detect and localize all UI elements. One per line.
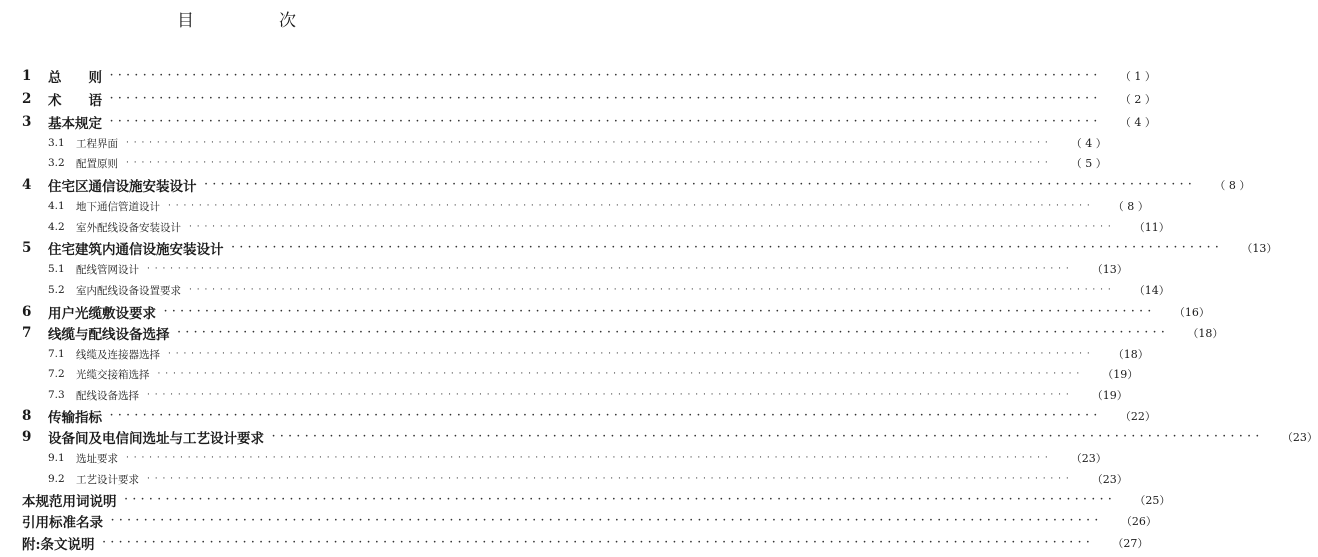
toc-entry-number: 5 bbox=[22, 240, 32, 256]
toc-entry-page: （23） bbox=[1070, 452, 1107, 465]
toc-entry[interactable] bbox=[0, 66, 1156, 86]
toc-entry-title: 配线设备选择 bbox=[76, 389, 139, 402]
toc-entry-number: 3.2 bbox=[48, 157, 65, 169]
toc-entry-page: （25） bbox=[1134, 494, 1171, 507]
toc-entry-page: （16） bbox=[1173, 306, 1210, 319]
toc-entry[interactable] bbox=[0, 196, 1149, 216]
toc-entry[interactable] bbox=[0, 490, 1171, 510]
toc-entry-title: 地下通信管道设计 bbox=[76, 200, 160, 213]
toc-entry-page: （ 2 ） bbox=[1119, 93, 1156, 106]
toc-entry[interactable] bbox=[0, 448, 1107, 468]
dot-leader: · · · · · · · · · · · · · · · · · · · · · · · · · · · · · · · · · · · · · · · · · · · · · · · · · · · · · · · · · · · · · · · · · · · · · · · · · · · · · · · · · · · · · · · · · · · · · · · · · · · · · · · · · · · · · · · · · · · · · · · · bbox=[204, 180, 1193, 190]
toc-entry-page: （18） bbox=[1187, 327, 1224, 340]
toc-entry[interactable] bbox=[0, 385, 1128, 405]
toc-entry-number: 2 bbox=[22, 91, 32, 107]
toc-entry-number: 5.1 bbox=[48, 263, 65, 275]
toc-entry-number: 9 bbox=[22, 429, 32, 445]
toc-entry-page: （18） bbox=[1112, 348, 1149, 361]
toc-entry[interactable] bbox=[0, 280, 1170, 300]
dot-leader: · · · · · · · · · · · · · · · · · · · · · · · · · · · · · · · · · · · · · · · · · · · · · · · · · · · · · · · · · · · · · · · · · · · · · · · · · · · · · · · · · · · · · · · · · · · · · · · · · · · · · · · · · · · · · · · · · · · · · · · · bbox=[124, 495, 1113, 505]
toc-entry[interactable] bbox=[0, 217, 1170, 237]
toc-entry-title: 附:条文说明 bbox=[22, 537, 95, 553]
dot-leader: · · · · · · · · · · · · · · · · · · · · · · · · · · · · · · · · · · · · · · · · · · · · · · · · · · · · · · · · · · · · · · · · · · · · · · · · · · · · · · · · · · · · · · · · · · · · · · · · · · · · · · · · · · · · · · · · · · · · · · · · bbox=[126, 453, 1049, 463]
toc-entry-page: （23） bbox=[1091, 473, 1128, 486]
dot-leader: · · · · · · · · · · · · · · · · · · · · · · · · · · · · · · · · · · · · · · · · · · · · · · · · · · · · · · · · · · · · · · · · · · · · · · · · · · · · · · · · · · · · · · · · · · · · · · · · · · · · · · · · · · · · · · · · · · · · · · · · bbox=[111, 516, 1099, 526]
toc-entry-title: 工程界面 bbox=[76, 137, 118, 150]
toc-entry-number: 4.2 bbox=[48, 221, 65, 233]
toc-entry-title: 用户光缆敷设要求 bbox=[48, 306, 156, 322]
toc-entry-page: （19） bbox=[1091, 389, 1128, 402]
dot-leader: · · · · · · · · · · · · · · · · · · · · · · · · · · · · · · · · · · · · · · · · · · · · · · · · · · · · · · · · · · · · · · · · · · · · · · · · · · · · · · · · · · · · · · · · · · · · · · · · · · · · · · · · · · · · · · · · · · · · · · · · bbox=[110, 411, 1098, 421]
dot-leader: · · · · · · · · · · · · · · · · · · · · · · · · · · · · · · · · · · · · · · · · · · · · · · · · · · · · · · · · · · · · · · · · · · · · · · · · · · · · · · · · · · · · · · · · · · · · · · · · · · · · · · · · · · · · · · · · · · · · · · · · bbox=[168, 349, 1091, 359]
dot-leader: · · · · · · · · · · · · · · · · · · · · · · · · · · · · · · · · · · · · · · · · · · · · · · · · · · · · · · · · · · · · · · · · · · · · · · · · · · · · · · · · · · · · · · · · · · · · · · · · · · · · · · · · · · · · · · · · · · · · · · · · bbox=[177, 328, 1166, 338]
toc-entry-title: 术 语 bbox=[48, 93, 102, 109]
toc-entry-page: （19） bbox=[1102, 368, 1139, 381]
toc-entry-title: 配置原则 bbox=[76, 157, 118, 170]
toc-entry-title: 选址要求 bbox=[76, 452, 118, 465]
toc-entry-title: 住宅区通信设施安装设计 bbox=[48, 179, 197, 195]
toc-entry-title: 线缆与配线设备选择 bbox=[48, 327, 170, 343]
toc-entry-page: （14） bbox=[1133, 284, 1170, 297]
toc-entry[interactable] bbox=[0, 323, 1224, 343]
dot-leader: · · · · · · · · · · · · · · · · · · · · · · · · · · · · · · · · · · · · · · · · · · · · · · · · · · · · · · · · · · · · · · · · · · · · · · · · · · · · · · · · · · · · · · · · · · · · · · · · · · · · · · · · · · · · · · · · · · · · · · · · bbox=[189, 222, 1112, 232]
toc-entry[interactable] bbox=[0, 511, 1157, 531]
dot-leader: · · · · · · · · · · · · · · · · · · · · · · · · · · · · · · · · · · · · · · · · · · · · · · · · · · · · · · · · · · · · · · · · · · · · · · · · · · · · · · · · · · · · · · · · · · · · · · · · · · · · · · · · · · · · · · · · · · · · · · · · bbox=[102, 538, 1091, 548]
dot-leader: · · · · · · · · · · · · · · · · · · · · · · · · · · · · · · · · · · · · · · · · · · · · · · · · · · · · · · · · · · · · · · · · · · · · · · · · · · · · · · · · · · · · · · · · · · · · · · · · · · · · · · · · · · · · · · · · · · · · · · · · bbox=[110, 94, 1098, 104]
dot-leader: · · · · · · · · · · · · · · · · · · · · · · · · · · · · · · · · · · · · · · · · · · · · · · · · · · · · · · · · · · · · · · · · · · · · · · · · · · · · · · · · · · · · · · · · · · · · · · · · · · · · · · · · · · · · · · · · · · · · · · · · bbox=[168, 201, 1091, 211]
dot-leader: · · · · · · · · · · · · · · · · · · · · · · · · · · · · · · · · · · · · · · · · · · · · · · · · · · · · · · · · · · · · · · · · · · · · · · · · · · · · · · · · · · · · · · · · · · · · · · · · · · · · · · · · · · · · · · · · · · · · · · · · bbox=[157, 369, 1081, 379]
toc-entry[interactable] bbox=[0, 175, 1251, 195]
page-title: 目 次 bbox=[177, 11, 330, 31]
toc-entry-title: 传输指标 bbox=[48, 410, 102, 426]
toc-entry-number: 7 bbox=[22, 325, 32, 341]
dot-leader: · · · · · · · · · · · · · · · · · · · · · · · · · · · · · · · · · · · · · · · · · · · · · · · · · · · · · · · · · · · · · · · · · · · · · · · · · · · · · · · · · · · · · · · · · · · · · · · · · · · · · · · · · · · · · · · · · · · · · · · · bbox=[272, 432, 1260, 442]
toc-entry-number: 7.1 bbox=[48, 348, 65, 360]
dot-leader: · · · · · · · · · · · · · · · · · · · · · · · · · · · · · · · · · · · · · · · · · · · · · · · · · · · · · · · · · · · · · · · · · · · · · · · · · · · · · · · · · · · · · · · · · · · · · · · · · · · · · · · · · · · · · · · · · · · · · · · · bbox=[110, 117, 1098, 127]
toc-entry-page: （26） bbox=[1120, 515, 1157, 528]
toc-entry-page: （11） bbox=[1133, 221, 1170, 234]
toc-entry-number: 3 bbox=[22, 114, 32, 130]
toc-entry-title: 引用标准名录 bbox=[22, 515, 103, 531]
dot-leader: · · · · · · · · · · · · · · · · · · · · · · · · · · · · · · · · · · · · · · · · · · · · · · · · · · · · · · · · · · · · · · · · · · · · · · · · · · · · · · · · · · · · · · · · · · · · · · · · · · · · · · · · · · · · · · · · · · · · · · · · bbox=[147, 264, 1070, 274]
toc-entry-number: 9.1 bbox=[48, 452, 65, 464]
toc-entry[interactable] bbox=[0, 259, 1128, 279]
dot-leader: · · · · · · · · · · · · · · · · · · · · · · · · · · · · · · · · · · · · · · · · · · · · · · · · · · · · · · · · · · · · · · · · · · · · · · · · · · · · · · · · · · · · · · · · · · · · · · · · · · · · · · · · · · · · · · · · · · · · · · · · bbox=[147, 390, 1070, 400]
toc-entry-number: 7.2 bbox=[48, 368, 65, 380]
toc-entry[interactable] bbox=[0, 302, 1210, 322]
toc-entry-title: 室外配线设备安装设计 bbox=[76, 221, 181, 234]
dot-leader: · · · · · · · · · · · · · · · · · · · · · · · · · · · · · · · · · · · · · · · · · · · · · · · · · · · · · · · · · · · · · · · · · · · · · · · · · · · · · · · · · · · · · · · · · · · · · · · · · · · · · · · · · · · · · · · · · · · · · · · · bbox=[231, 243, 1220, 253]
toc-entry-page: （ 8 ） bbox=[1112, 200, 1149, 213]
dot-leader: · · · · · · · · · · · · · · · · · · · · · · · · · · · · · · · · · · · · · · · · · · · · · · · · · · · · · · · · · · · · · · · · · · · · · · · · · · · · · · · · · · · · · · · · · · · · · · · · · · · · · · · · · · · · · · · · · · · · · · · · bbox=[147, 474, 1070, 484]
toc-entry-page: （ 5 ） bbox=[1070, 157, 1107, 170]
dot-leader: · · · · · · · · · · · · · · · · · · · · · · · · · · · · · · · · · · · · · · · · · · · · · · · · · · · · · · · · · · · · · · · · · · · · · · · · · · · · · · · · · · · · · · · · · · · · · · · · · · · · · · · · · · · · · · · · · · · · · · · · bbox=[189, 285, 1112, 295]
toc-entry[interactable] bbox=[0, 133, 1107, 153]
toc-entry[interactable] bbox=[0, 427, 1318, 447]
toc-entry-title: 基本规定 bbox=[48, 116, 102, 132]
toc-entry-number: 3.1 bbox=[48, 137, 65, 149]
toc-entry-number: 8 bbox=[22, 408, 32, 424]
toc-entry-title: 住宅建筑内通信设施安装设计 bbox=[48, 242, 224, 258]
toc-entry[interactable] bbox=[0, 406, 1156, 426]
toc-entry[interactable] bbox=[0, 533, 1149, 553]
toc-entry-title: 设备间及电信间选址与工艺设计要求 bbox=[48, 431, 264, 447]
toc-entry-number: 5.2 bbox=[48, 284, 65, 296]
toc-entry-page: （23） bbox=[1281, 431, 1318, 444]
toc-entry[interactable] bbox=[0, 238, 1278, 258]
toc-entry-title: 配线管网设计 bbox=[76, 263, 139, 276]
toc-entry[interactable] bbox=[0, 112, 1156, 132]
toc-entry[interactable] bbox=[0, 344, 1149, 364]
toc-entry-title: 室内配线设备设置要求 bbox=[76, 284, 181, 297]
toc-entry-title: 工艺设计要求 bbox=[76, 473, 139, 486]
dot-leader: · · · · · · · · · · · · · · · · · · · · · · · · · · · · · · · · · · · · · · · · · · · · · · · · · · · · · · · · · · · · · · · · · · · · · · · · · · · · · · · · · · · · · · · · · · · · · · · · · · · · · · · · · · · · · · · · · · · · · · · · bbox=[164, 307, 1152, 317]
toc-entry-title: 本规范用词说明 bbox=[22, 494, 117, 510]
toc-entry-number: 6 bbox=[22, 304, 32, 320]
toc-entry-number: 7.3 bbox=[48, 389, 65, 401]
toc-entry-title: 线缆及连接器选择 bbox=[76, 348, 160, 361]
toc-entry-title: 总 则 bbox=[48, 70, 102, 86]
toc-entry-number: 1 bbox=[22, 68, 32, 84]
dot-leader: · · · · · · · · · · · · · · · · · · · · · · · · · · · · · · · · · · · · · · · · · · · · · · · · · · · · · · · · · · · · · · · · · · · · · · · · · · · · · · · · · · · · · · · · · · · · · · · · · · · · · · · · · · · · · · · · · · · · · · · · bbox=[110, 71, 1098, 81]
dot-leader: · · · · · · · · · · · · · · · · · · · · · · · · · · · · · · · · · · · · · · · · · · · · · · · · · · · · · · · · · · · · · · · · · · · · · · · · · · · · · · · · · · · · · · · · · · · · · · · · · · · · · · · · · · · · · · · · · · · · · · · · bbox=[126, 138, 1049, 148]
toc-entry-page: （ 4 ） bbox=[1070, 137, 1107, 150]
toc-entry-page: （22） bbox=[1119, 410, 1156, 423]
toc-entry-title: 光缆交接箱选择 bbox=[76, 368, 150, 381]
toc-entry-page: （ 8 ） bbox=[1214, 179, 1251, 192]
toc-entry[interactable] bbox=[0, 89, 1156, 109]
toc-entry-number: 9.2 bbox=[48, 473, 65, 485]
toc-entry-page: （ 1 ） bbox=[1119, 70, 1156, 83]
toc-entry[interactable] bbox=[0, 153, 1107, 173]
toc-entry[interactable] bbox=[0, 469, 1128, 489]
toc-entry-page: （13） bbox=[1091, 263, 1128, 276]
toc-entry-number: 4 bbox=[22, 177, 32, 193]
dot-leader: · · · · · · · · · · · · · · · · · · · · · · · · · · · · · · · · · · · · · · · · · · · · · · · · · · · · · · · · · · · · · · · · · · · · · · · · · · · · · · · · · · · · · · · · · · · · · · · · · · · · · · · · · · · · · · · · · · · · · · · · bbox=[126, 158, 1049, 168]
toc-entry[interactable] bbox=[0, 364, 1139, 384]
toc-entry-page: （ 4 ） bbox=[1119, 116, 1156, 129]
toc-entry-page: （13） bbox=[1241, 242, 1278, 255]
toc-entry-page: （27） bbox=[1112, 537, 1149, 550]
toc-entry-number: 4.1 bbox=[48, 200, 65, 212]
